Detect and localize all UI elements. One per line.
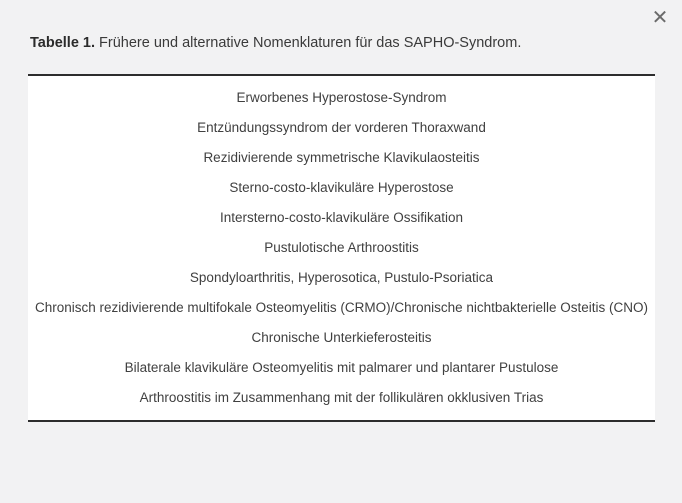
table-row: Spondyloarthritis, Hyperosotica, Pustulo-Psoriatica <box>189 270 494 285</box>
table-row: Entzündungssyndrom der vorderen Thoraxwand <box>197 120 486 135</box>
close-button[interactable] <box>642 0 678 34</box>
table-caption-text: Frühere und alternative Nomenklaturen für das SAPHO-Syndrom. <box>99 35 522 51</box>
table-row: Bilaterale klavikuläre Osteomyelitis mit palmarer und plantarer Pustulose <box>124 360 559 375</box>
table-row: Erworbenes Hyperostose-Syndrom <box>236 90 447 105</box>
table-row: Chronische Unterkieferosteitis <box>251 330 432 345</box>
nomenclature-table <box>28 74 655 422</box>
table-row: Intersterno-costo-klavikuläre Ossifikation <box>219 210 464 225</box>
table-row: Pustulotische Arthroostitis <box>264 240 419 255</box>
table-row: Sterno-costo-klavikuläre Hyperostose <box>229 180 454 195</box>
table-row: Arthroostitis im Zusammenhang mit der follikulären okklusiven Trias <box>139 390 544 405</box>
table-row: Chronisch rezidivierende multifokale Osteomyelitis (CRMO)/Chronische nichtbakterielle Osteitis (CNO) <box>35 300 648 315</box>
table-row: Rezidivierende symmetrische Klavikulaosteitis <box>203 150 480 165</box>
close-icon: ✕ <box>651 5 669 29</box>
table-caption <box>30 33 652 53</box>
table-caption-label: Tabelle 1. <box>30 35 96 51</box>
